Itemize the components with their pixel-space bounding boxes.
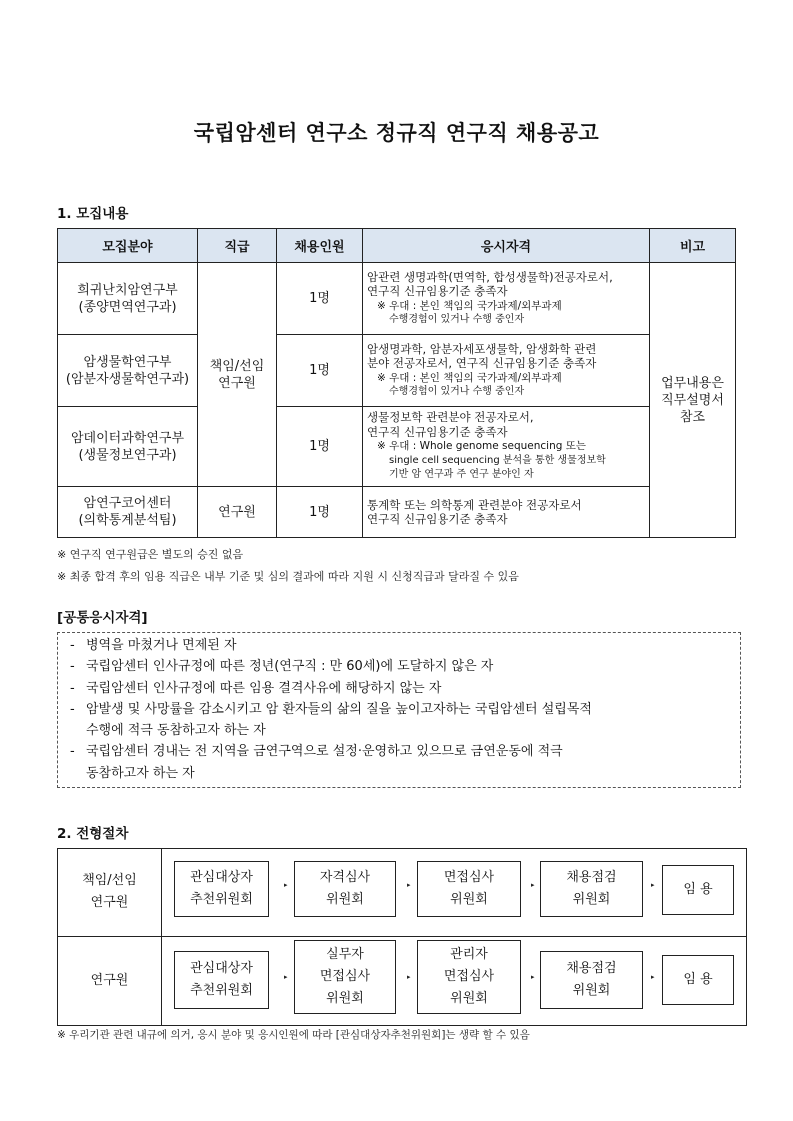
arrow-right-icon: ▸ — [284, 881, 288, 889]
field-name: 암데이터과학연구부 — [70, 430, 185, 446]
field-dept: (종양면역연구과) — [78, 299, 177, 315]
qual-line: 분야 전공자로서, 연구직 신규임용기준 충족자 — [367, 356, 597, 370]
process-step: 실무자 면접심사 위원회 — [294, 940, 396, 1014]
preference-line: ※ 우대 : 본인 책임의 국가과제/외부과제 — [377, 371, 562, 384]
count-cell: 1명 — [277, 487, 363, 538]
table-note: ※ 연구직 연구원급은 별도의 승진 없음 — [57, 548, 244, 561]
section-2-heading: 2. 전형절차 — [57, 826, 129, 842]
list-dash: - — [70, 680, 75, 696]
process-step-final: 임 용 — [662, 865, 734, 915]
process-step: 자격심사 위원회 — [294, 861, 396, 917]
table-row — [58, 407, 736, 487]
field-cell — [58, 263, 198, 335]
header-rank: 직급 — [198, 229, 277, 263]
common-qualification-heading: [공통응시자격] — [57, 610, 148, 626]
process-step: 관리자 면접심사 위원회 — [417, 940, 521, 1014]
preference-line: 수행경험이 있거나 수행 중인자 — [389, 386, 525, 397]
list-dash: - — [70, 638, 75, 653]
process-step: 채용점검 위원회 — [540, 861, 643, 917]
arrow-right-icon: ▸ — [284, 973, 288, 981]
qual-line: 연구직 신규임용기준 충족자 — [367, 284, 508, 298]
remark-cell — [650, 263, 736, 538]
selection-process-table — [57, 848, 747, 1026]
qual-line: 암관련 생명과학(면역학, 합성생물학)전공자로서, — [367, 269, 613, 284]
process-note: ※ 우리기관 관련 내규에 의거, 응시 분야 및 응시인원에 따라 [관심대상자추천위원회]는 생략 할 수 있음 — [57, 1029, 530, 1041]
preference-line: 수행경험이 있거나 수행 중인자 — [389, 314, 525, 325]
table-row — [58, 487, 736, 538]
list-item: - 병역을 마쳤거나 면제된 자 — [86, 635, 740, 656]
process-step: 채용점검 위원회 — [540, 951, 643, 1009]
section-1-heading: 1. 모집내용 — [57, 206, 129, 222]
rank-cell-merged — [198, 263, 277, 487]
process-role: 연구원 — [90, 973, 129, 988]
process-step: 면접심사 위원회 — [417, 861, 521, 917]
process-row — [58, 849, 746, 937]
count-cell: 1명 — [277, 263, 363, 335]
count-cell: 1명 — [277, 407, 363, 487]
field-cell — [58, 335, 198, 407]
qual-line: 암생명과학, 암분자세포생물학, 암생화학 관련 — [367, 341, 597, 356]
field-dept: (생물정보연구과) — [78, 447, 177, 463]
preference-line: 기반 암 연구과 주 연구 분야인 자 — [389, 469, 534, 481]
preference-line: single cell sequencing 분석을 통한 생물정보학 — [389, 454, 606, 466]
qualification-cell — [363, 263, 650, 335]
list-item: - 국립암센터 경내는 전 지역을 금연구역으로 설정·운영하고 있으므로 금연운동에 적극 동참하고자 하는 자 — [86, 741, 740, 784]
process-row — [58, 937, 746, 1025]
field-name: 희귀난치암연구부 — [77, 282, 178, 298]
table-note: ※ 최종 합격 후의 임용 직급은 내부 기준 및 심의 결과에 따라 지원 시 신청직급과 달라질 수 있음 — [57, 570, 519, 583]
list-item: - 암발생 및 사망률을 감소시키고 암 환자들의 삶의 질을 높이고자하는 국립암센터 설립목적 수행에 적극 동참하고자 하는 자 — [86, 699, 740, 742]
list-item: - 국립암센터 인사규정에 따른 정년(연구직 : 만 60세)에 도달하지 않은 자 — [86, 656, 740, 677]
table-row — [58, 263, 736, 335]
header-qualification: 응시자격 — [363, 229, 650, 263]
header-count: 채용인원 — [277, 229, 363, 263]
process-step: 관심대상자 추천위원회 — [174, 951, 269, 1009]
qual-line: 통계학 또는 의학통계 관련분야 전공자로서 — [367, 497, 582, 512]
qual-line: 생물정보학 관련분야 전공자로서, — [367, 410, 534, 425]
table-row — [58, 335, 736, 407]
process-step-final: 임 용 — [662, 955, 734, 1005]
qualification-cell — [363, 487, 650, 538]
qualification-cell — [363, 407, 650, 487]
page-title: 국립암센터 연구소 정규직 연구직 채용공고 — [193, 121, 600, 145]
list-dash: - — [70, 744, 75, 760]
field-name: 암생물학연구부 — [83, 354, 172, 370]
preference-line: ※ 우대 : 본인 책임의 국가과제/외부과제 — [377, 299, 562, 312]
field-dept: (의학통계분석팀) — [78, 513, 177, 528]
rank-line: 책임/선임 — [209, 358, 265, 374]
field-cell — [58, 407, 198, 487]
arrow-right-icon: ▸ — [531, 973, 535, 981]
field-name: 암연구코어센터 — [83, 496, 172, 511]
header-field: 모집분야 — [58, 229, 198, 263]
qual-line: 연구직 신규임용기준 충족자 — [367, 424, 508, 439]
qualification-cell — [363, 335, 650, 407]
count-cell: 1명 — [277, 335, 363, 407]
remark-line: 참조 — [679, 409, 706, 425]
rank-line: 연구원 — [218, 375, 256, 391]
arrow-right-icon: ▸ — [651, 881, 655, 889]
remark-line: 직무설명서 — [661, 392, 724, 408]
arrow-right-icon: ▸ — [407, 973, 411, 981]
field-dept: (암분자생물학연구과) — [65, 371, 190, 387]
arrow-right-icon: ▸ — [407, 881, 411, 889]
table-header-row — [58, 229, 736, 263]
recruitment-table — [57, 228, 736, 538]
list-dash: - — [70, 659, 75, 675]
process-role: 책임/선임 연구원 — [82, 873, 137, 910]
qual-line: 연구직 신규임용기준 충족자 — [367, 512, 508, 526]
arrow-right-icon: ▸ — [651, 973, 655, 981]
header-remark: 비고 — [650, 229, 736, 263]
process-step: 관심대상자 추천위원회 — [174, 861, 269, 917]
preference-line: ※ 우대 : Whole genome sequencing 또는 — [377, 440, 587, 453]
arrow-right-icon: ▸ — [531, 881, 535, 889]
common-qualification-box — [57, 632, 741, 788]
list-dash: - — [70, 701, 75, 717]
list-item: - 국립암센터 인사규정에 따른 임용 결격사유에 해당하지 않는 자 — [86, 678, 740, 699]
rank-cell: 연구원 — [198, 487, 277, 538]
remark-line: 업무내용은 — [661, 375, 724, 391]
field-cell — [58, 487, 198, 538]
